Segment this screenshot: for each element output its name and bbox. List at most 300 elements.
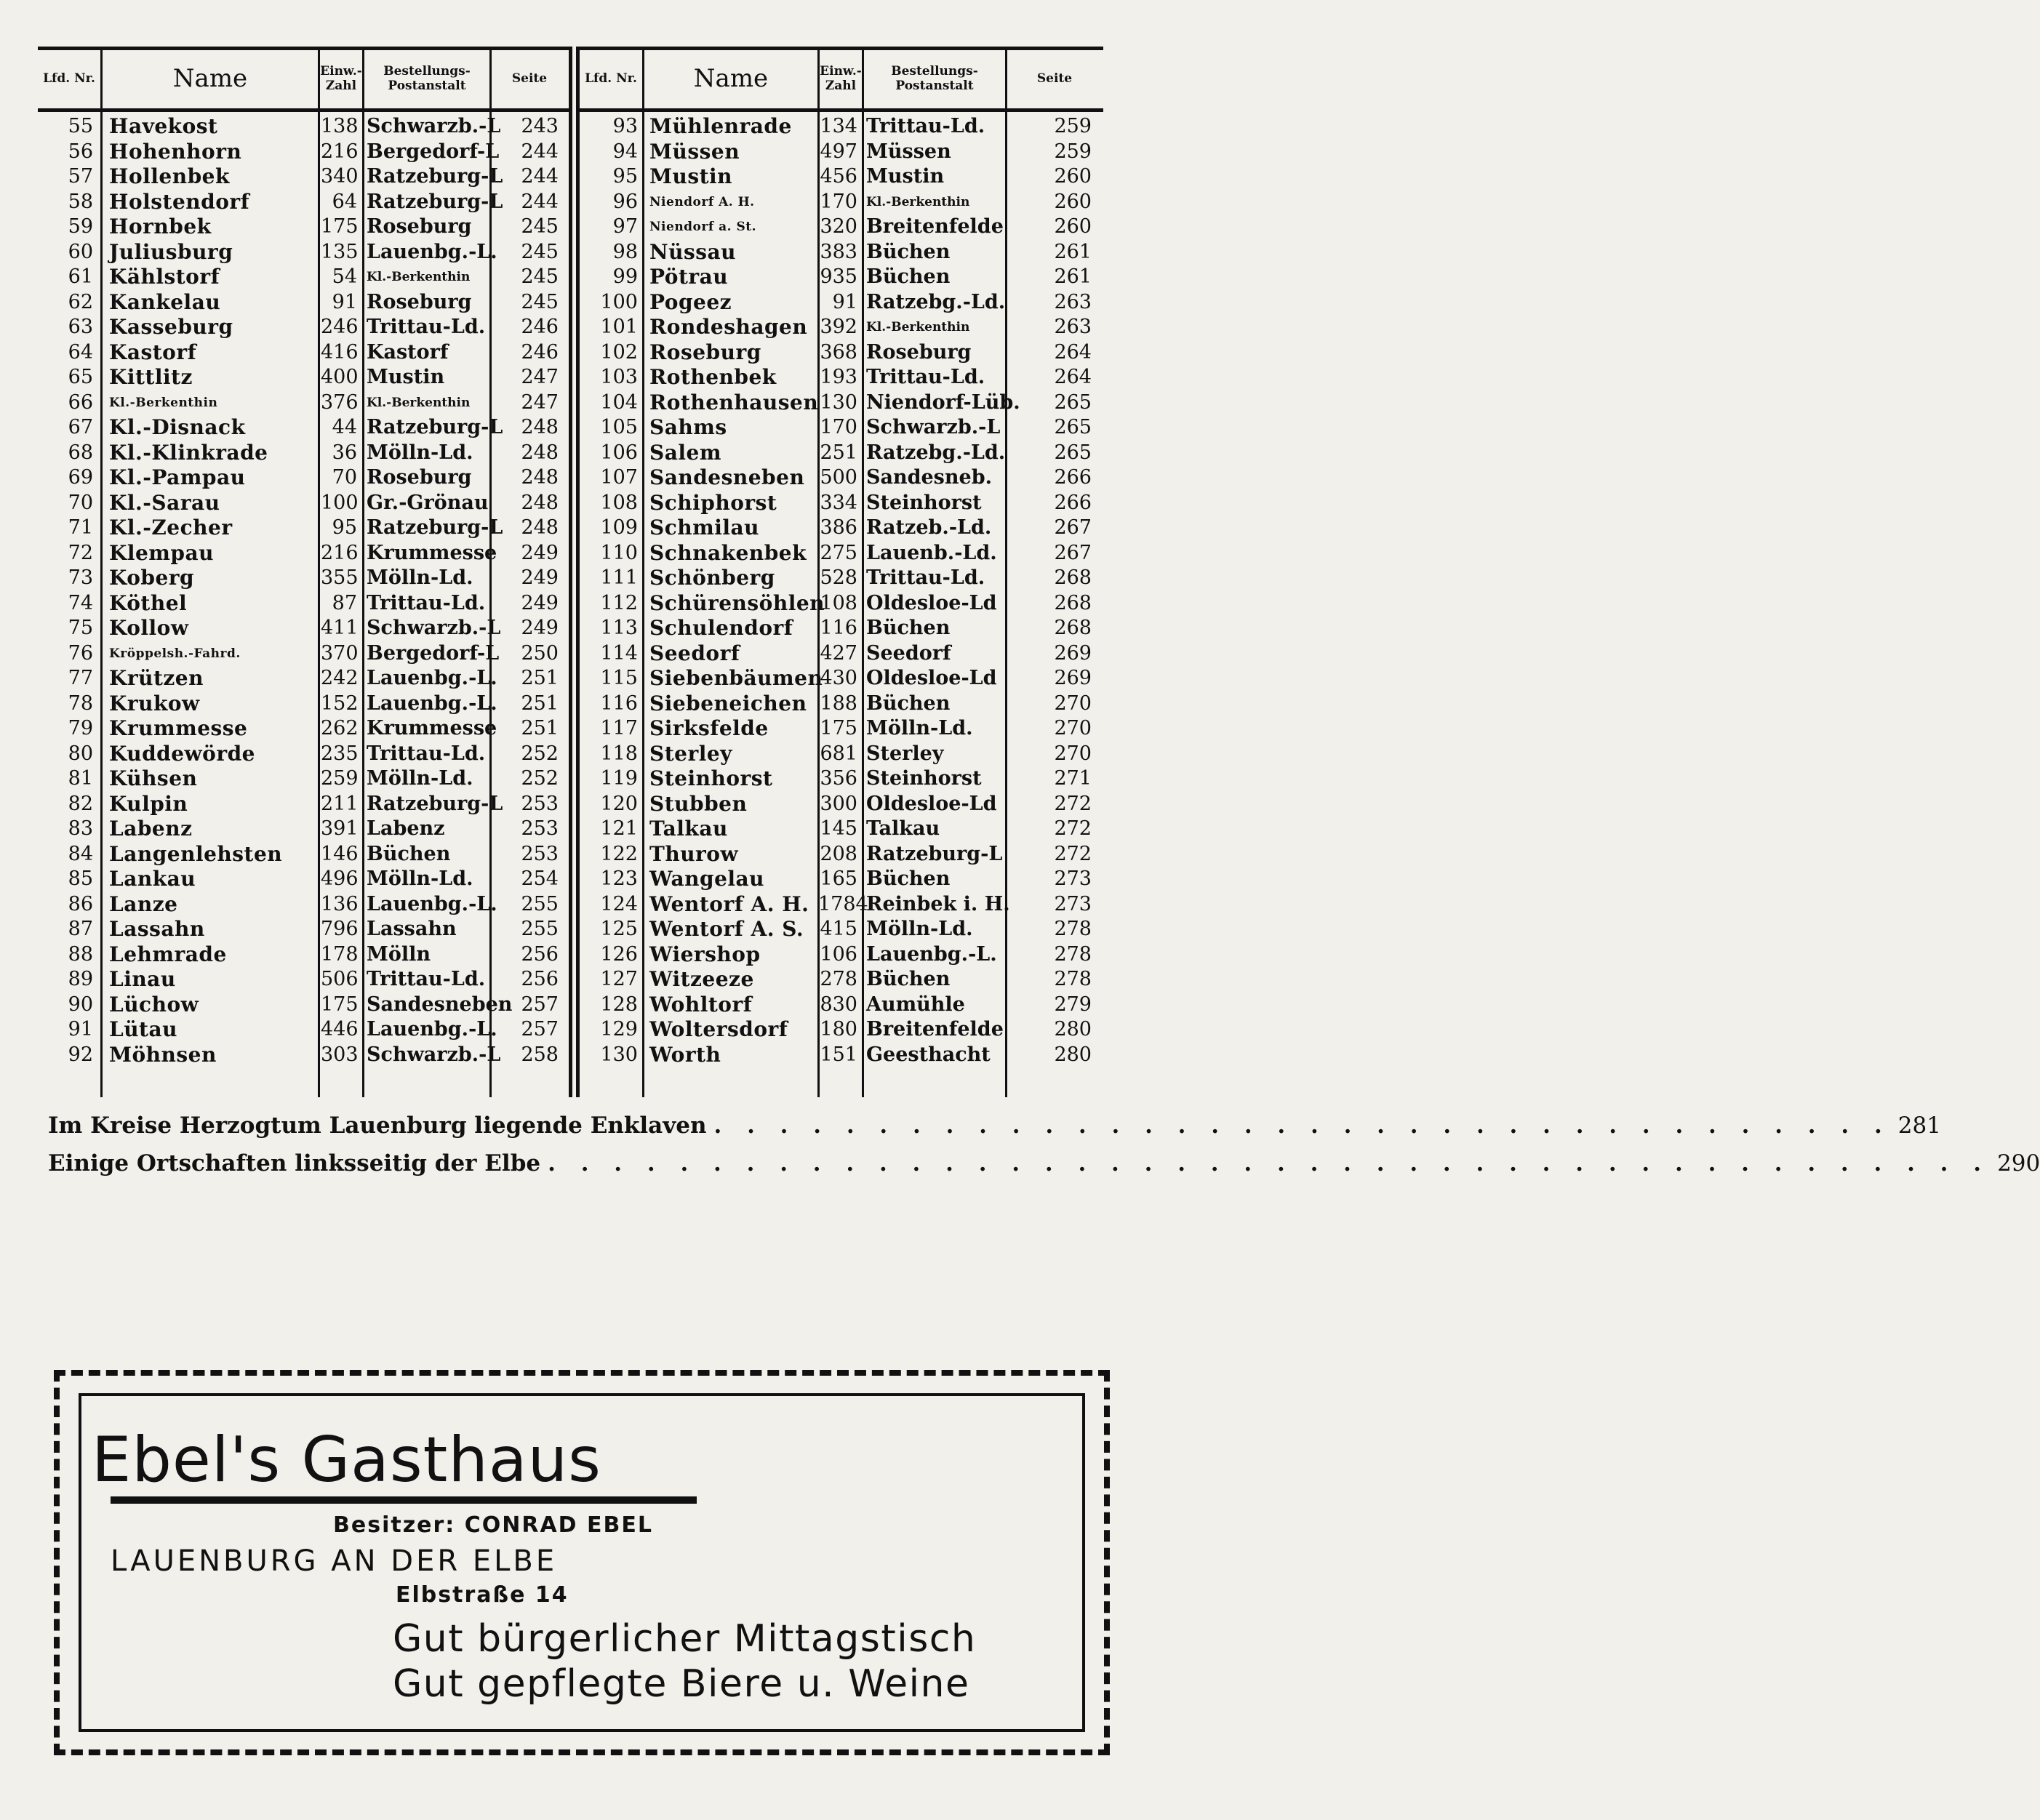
cell-postanstalt: Ratzeburg-L [367,792,503,815]
cell-lfd-nr: 74 [68,591,93,614]
cell-postanstalt: Büchen [866,265,951,288]
cell-einw-zahl: 368 [820,340,857,364]
toc-leader-dots: . . . . . . . . . . . . . . . . . . . . . . . . . . . . . . . . . . . . . . . . . . . . [548,1150,1991,1176]
cell-name: Schönberg [649,566,775,590]
cell-name: Sandesneben [649,465,805,489]
cell-postanstalt: Lassahn [367,918,457,940]
cell-name: Kuddewörde [109,741,255,766]
cell-seite: 278 [1054,942,1092,966]
cell-lfd-nr: 99 [612,265,638,288]
cell-postanstalt: Sandesneb. [866,466,992,489]
cell-name: Schiphorst [649,490,777,515]
cell-seite: 271 [1054,767,1092,790]
cell-einw-zahl: 208 [820,842,857,865]
cell-name: Schürensöhlen [649,590,825,615]
cell-lfd-nr: 65 [68,366,93,388]
cell-seite: 253 [521,842,559,865]
table-row [580,993,1103,1018]
cell-seite: 248 [521,491,559,514]
cell-name: Stubben [649,791,748,816]
cell-einw-zahl: 497 [820,140,857,163]
cell-name: Möhnsen [109,1042,217,1067]
cell-einw-zahl: 320 [820,215,857,238]
table-row [580,415,1103,441]
cell-einw-zahl: 108 [820,591,857,614]
cell-postanstalt: Lauenbg.-L. [866,942,997,966]
table-row [580,591,1103,617]
cell-seite: 249 [521,541,559,564]
cell-postanstalt: Lauenbg.-L. [367,892,497,915]
cell-einw-zahl: 116 [820,617,857,639]
cell-postanstalt: Mustin [866,165,945,188]
table-row [38,516,569,541]
cell-postanstalt: Reinbek i. H. [866,892,1010,915]
cell-name: Pötrau [649,265,729,289]
table-row [580,666,1103,691]
table-row [38,716,569,742]
cell-seite: 248 [521,466,559,489]
table-row [38,616,569,641]
table-row [580,892,1103,918]
cell-lfd-nr: 84 [68,842,93,865]
cell-lfd-nr: 109 [600,516,638,539]
table-row [580,616,1103,641]
table-row [38,742,569,767]
cell-lfd-nr: 91 [68,1018,93,1041]
cell-lfd-nr: 62 [68,290,93,313]
cell-seite: 270 [1054,742,1092,765]
cell-seite: 253 [521,817,559,840]
table-row [38,491,569,516]
cell-postanstalt: Bergedorf-L [367,641,500,665]
cell-name: Krummesse [109,716,248,740]
cell-lfd-nr: 116 [600,691,638,715]
cell-name: Kulpin [109,791,188,816]
toc-page: 281 [1897,1113,1941,1139]
table-row [38,215,569,240]
header-lfd-nr: Lfd. Nr. [43,71,95,87]
cell-postanstalt: Kl.-Berkenthin [866,194,970,209]
cell-einw-zahl: 138 [321,115,359,137]
cell-einw-zahl: 145 [820,817,857,840]
table-row [38,465,569,491]
cell-postanstalt: Aumühle [866,993,965,1016]
cell-lfd-nr: 110 [600,541,638,564]
table-row [580,641,1103,667]
cell-name: Sterley [649,741,732,766]
table-row [580,315,1103,340]
cell-seite: 259 [1054,115,1092,137]
cell-seite: 259 [1054,140,1092,163]
cell-postanstalt: Büchen [866,617,951,639]
table-row [38,842,569,867]
cell-einw-zahl: 170 [820,416,857,438]
cell-name: Kankelau [109,289,221,314]
table-row [580,566,1103,591]
cell-seite: 268 [1054,591,1092,614]
cell-name: Krützen [109,666,204,690]
cell-seite: 268 [1054,617,1092,639]
cell-seite: 252 [521,767,559,790]
cell-seite: 272 [1054,842,1092,865]
cell-postanstalt: Oldesloe-Ld [866,591,997,614]
cell-name: Kl.-Berkenthin [109,395,218,410]
cell-name: Wentorf A. H. [649,891,809,916]
cell-postanstalt: Ratzebg.-Ld. [866,290,1006,313]
cell-einw-zahl: 392 [820,316,857,338]
cell-name: Salem [649,440,721,465]
cell-postanstalt: Lauenbg.-L. [367,691,497,715]
cell-seite: 250 [521,641,559,665]
cell-lfd-nr: 83 [68,817,93,840]
cell-einw-zahl: 146 [321,842,359,865]
cell-seite: 244 [521,165,559,188]
cell-name: Müssen [649,139,740,164]
cell-einw-zahl: 386 [820,516,857,539]
cell-name: Wentorf A. S. [649,917,804,941]
cell-einw-zahl: 355 [321,566,359,589]
table-row [580,817,1103,842]
cell-postanstalt: Kl.-Berkenthin [866,320,970,334]
cell-name: Köthel [109,590,188,615]
ad-title: Ebel's Gasthaus [92,1424,601,1496]
cell-postanstalt: Talkau [866,817,940,840]
cell-name: Rothenhausen [649,390,819,414]
cell-lfd-nr: 71 [68,516,93,539]
cell-einw-zahl: 681 [820,742,857,765]
table-row [38,114,569,140]
cell-lfd-nr: 130 [600,1043,638,1066]
cell-postanstalt: Roseburg [367,466,472,489]
cell-einw-zahl: 151 [820,1043,857,1066]
cell-lfd-nr: 111 [600,566,638,589]
cell-lfd-nr: 76 [68,641,93,665]
cell-einw-zahl: 235 [321,742,359,765]
cell-lfd-nr: 127 [600,968,638,990]
cell-einw-zahl: 278 [820,968,857,990]
cell-seite: 257 [521,993,559,1016]
cell-einw-zahl: 216 [321,140,359,163]
cell-postanstalt: Schwarzb.-L [367,115,501,137]
cell-name: Kühsen [109,766,198,790]
table-row [38,666,569,691]
cell-name: Siebeneichen [649,691,807,715]
cell-einw-zahl: 935 [820,265,857,288]
cell-postanstalt: Niendorf-Lüb. [866,390,1020,414]
cell-lfd-nr: 101 [600,316,638,338]
cell-postanstalt: Steinhorst [866,491,982,514]
cell-lfd-nr: 58 [68,190,93,213]
table-row [580,215,1103,240]
cell-einw-zahl: 70 [332,466,357,489]
cell-seite: 245 [521,265,559,288]
cell-seite: 251 [521,717,559,739]
cell-seite: 245 [521,215,559,238]
cell-postanstalt: Büchen [866,867,951,890]
cell-lfd-nr: 106 [600,441,638,464]
cell-einw-zahl: 391 [321,817,359,840]
header-postanstalt: Bestellungs- Postanstalt [891,64,978,93]
table-row [580,164,1103,190]
cell-postanstalt: Mölln-Ld. [367,767,473,790]
cell-name: Langenlehsten [109,841,283,866]
cell-einw-zahl: 188 [820,691,857,715]
table-row [580,240,1103,265]
cell-lfd-nr: 125 [600,918,638,940]
cell-lfd-nr: 68 [68,441,93,464]
cell-einw-zahl: 303 [321,1043,359,1066]
cell-postanstalt: Ratzeburg-L [367,416,503,438]
table-row [38,942,569,968]
cell-postanstalt: Mölln-Ld. [367,441,473,464]
table-row [580,967,1103,993]
cell-postanstalt: Kl.-Berkenthin [367,395,471,410]
header-einw-zahl: Einw.- Zahl [320,64,362,93]
cell-seite: 256 [521,968,559,990]
cell-name: Worth [649,1042,721,1067]
cell-lfd-nr: 103 [600,366,638,388]
toc-line-enklaven [48,1113,1941,1144]
cell-seite: 247 [521,366,559,388]
cell-postanstalt: Schwarzb.-L [367,1043,501,1066]
cell-einw-zahl: 340 [321,165,359,188]
cell-seite: 280 [1054,1018,1092,1041]
table-row [38,641,569,667]
table-row [38,967,569,993]
cell-lfd-nr: 119 [600,767,638,790]
cell-seite: 266 [1054,466,1092,489]
table-row [38,1043,569,1068]
cell-einw-zahl: 44 [332,416,357,438]
cell-einw-zahl: 175 [321,215,359,238]
cell-name: Wohltorf [649,992,753,1017]
cell-lfd-nr: 95 [612,165,638,188]
ad-underline-rule [111,1496,697,1504]
cell-lfd-nr: 61 [68,265,93,288]
cell-einw-zahl: 262 [321,717,359,739]
cell-name: Lassahn [109,917,205,941]
cell-postanstalt: Schwarzb.-L [866,416,1001,438]
cell-einw-zahl: 211 [321,792,359,815]
cell-seite: 272 [1054,792,1092,815]
table-row [580,340,1103,366]
cell-name: Niendorf A. H. [649,194,755,209]
cell-lfd-nr: 105 [600,416,638,438]
cell-name: Klempau [109,540,214,565]
cell-seite: 273 [1054,867,1092,890]
cell-seite: 267 [1054,516,1092,539]
table-row [38,390,569,416]
cell-name: Koberg [109,566,195,590]
cell-seite: 254 [521,867,559,890]
header-lfd-nr: Lfd. Nr. [585,71,637,87]
cell-seite: 258 [521,1043,559,1066]
table-row [38,591,569,617]
cell-seite: 247 [521,390,559,414]
cell-postanstalt: Lauenbg.-L. [367,240,497,263]
cell-seite: 270 [1054,717,1092,739]
cell-lfd-nr: 94 [612,140,638,163]
cell-name: Roseburg [649,340,761,364]
cell-postanstalt: Ratzeburg-L [367,516,503,539]
cell-name: Krukow [109,691,200,715]
cell-lfd-nr: 63 [68,316,93,338]
cell-seite: 248 [521,441,559,464]
cell-lfd-nr: 107 [600,466,638,489]
cell-lfd-nr: 75 [68,617,93,639]
cell-lfd-nr: 87 [68,918,93,940]
cell-postanstalt: Lauenbg.-L. [367,1018,497,1041]
cell-lfd-nr: 59 [68,215,93,238]
cell-name: Nüssau [649,239,736,264]
cell-einw-zahl: 275 [820,541,857,564]
cell-seite: 260 [1054,165,1092,188]
cell-einw-zahl: 175 [321,993,359,1016]
table-row [38,792,569,817]
cell-seite: 251 [521,691,559,715]
cell-seite: 278 [1054,968,1092,990]
cell-seite: 248 [521,416,559,438]
table-row [580,290,1103,316]
table-row [38,340,569,366]
cell-seite: 245 [521,240,559,263]
cell-seite: 278 [1054,918,1092,940]
cell-einw-zahl: 500 [820,466,857,489]
cell-seite: 269 [1054,641,1092,665]
cell-lfd-nr: 67 [68,416,93,438]
cell-name: Lankau [109,867,196,891]
cell-einw-zahl: 54 [332,265,357,288]
cell-lfd-nr: 122 [600,842,638,865]
table-row [580,541,1103,566]
table-row [580,1017,1103,1043]
cell-einw-zahl: 300 [820,792,857,815]
cell-seite: 244 [521,140,559,163]
cell-seite: 249 [521,617,559,639]
table-row [580,140,1103,165]
cell-einw-zahl: 246 [321,316,359,338]
cell-name: Lehmrade [109,942,227,966]
cell-seite: 251 [521,667,559,689]
table-row [38,766,569,792]
cell-postanstalt: Trittau-Ld. [367,591,486,614]
cell-postanstalt: Trittau-Ld. [866,366,985,388]
cell-name: Kastorf [109,340,197,364]
cell-einw-zahl: 496 [321,867,359,890]
cell-postanstalt: Seedorf [866,641,951,665]
cell-seite: 249 [521,591,559,614]
cell-name: Kollow [109,616,189,640]
cell-lfd-nr: 80 [68,742,93,765]
cell-name: Steinhorst [649,766,773,790]
table-row [38,441,569,466]
table-row [580,516,1103,541]
cell-lfd-nr: 89 [68,968,93,990]
cell-seite: 265 [1054,441,1092,464]
cell-name: Kittlitz [109,365,193,389]
table-row [38,415,569,441]
cell-postanstalt: Oldesloe-Ld [866,792,997,815]
cell-name: Sirksfelde [649,716,769,740]
cell-einw-zahl: 36 [332,441,357,464]
cell-name: Niendorf a. St. [649,220,756,234]
cell-lfd-nr: 112 [600,591,638,614]
cell-einw-zahl: 796 [321,918,359,940]
table-right-half [576,47,1103,1097]
cell-seite: 265 [1054,390,1092,414]
table-row [38,315,569,340]
cell-einw-zahl: 830 [820,993,857,1016]
cell-lfd-nr: 129 [600,1018,638,1041]
cell-einw-zahl: 100 [321,491,359,514]
municipality-table [38,47,1100,1094]
cell-lfd-nr: 124 [600,892,638,915]
cell-postanstalt: Roseburg [866,340,972,364]
cell-lfd-nr: 121 [600,817,638,840]
cell-einw-zahl: 152 [321,691,359,715]
cell-einw-zahl: 165 [820,867,857,890]
cell-lfd-nr: 113 [600,617,638,639]
cell-seite: 263 [1054,316,1092,338]
cell-postanstalt: Labenz [367,817,445,840]
cell-postanstalt: Sterley [866,742,944,765]
cell-postanstalt: Kl.-Berkenthin [367,270,471,284]
table-row [38,140,569,165]
table-row [38,892,569,918]
cell-lfd-nr: 92 [68,1043,93,1066]
table-row [580,742,1103,767]
cell-seite: 248 [521,516,559,539]
cell-name: Kl.-Klinkrade [109,440,268,465]
cell-seite: 255 [521,918,559,940]
cell-einw-zahl: 95 [332,516,357,539]
cell-postanstalt: Mustin [367,366,445,388]
table-row [580,716,1103,742]
cell-postanstalt: Breitenfelde [866,215,1004,238]
cell-seite: 245 [521,290,559,313]
cell-einw-zahl: 370 [321,641,359,665]
cell-einw-zahl: 356 [820,767,857,790]
header-postanstalt: Bestellungs- Postanstalt [383,64,471,93]
cell-seite: 246 [521,316,559,338]
cell-lfd-nr: 69 [68,466,93,489]
cell-einw-zahl: 64 [332,190,357,213]
cell-lfd-nr: 64 [68,340,93,364]
table-row [580,390,1103,416]
cell-postanstalt: Büchen [866,240,951,263]
cell-seite: 243 [521,115,559,137]
cell-postanstalt: Roseburg [367,290,472,313]
toc-line-elbe [48,1150,2040,1182]
cell-lfd-nr: 96 [612,190,638,213]
cell-name: Siebenbäumen [649,666,823,690]
cell-postanstalt: Mölln [367,942,431,966]
cell-name: Mustin [649,164,733,188]
table-row [38,1017,569,1043]
cell-seite: 272 [1054,817,1092,840]
cell-einw-zahl: 242 [321,667,359,689]
cell-lfd-nr: 82 [68,792,93,815]
table-row [580,441,1103,466]
cell-name: Wangelau [649,867,765,891]
cell-seite: 269 [1054,667,1092,689]
table-row [580,465,1103,491]
cell-name: Holstendorf [109,189,250,214]
table-row [38,240,569,265]
table-row [38,817,569,842]
cell-postanstalt: Lauenbg.-L. [367,667,497,689]
table-row [38,993,569,1018]
